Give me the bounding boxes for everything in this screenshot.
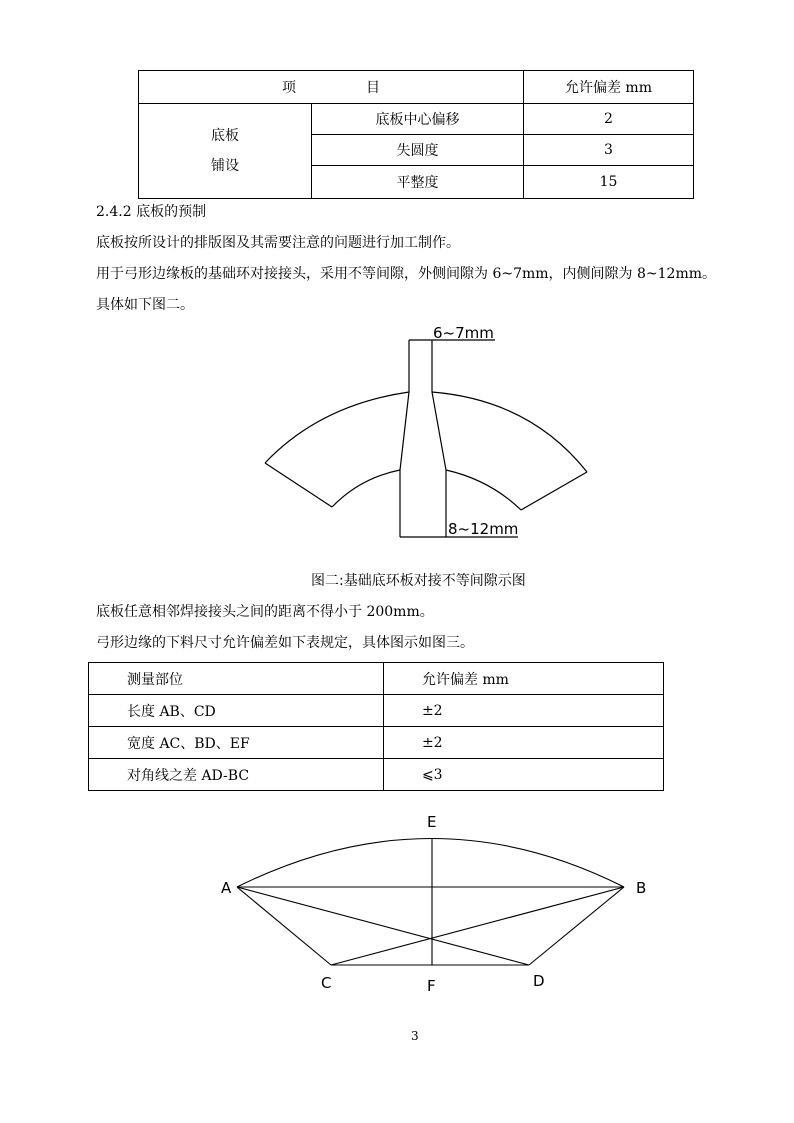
point-label-E: E bbox=[427, 813, 437, 831]
paragraph: 底板按所设计的排版图及其需要注意的问题进行加工制作。 bbox=[96, 235, 460, 251]
table2-row-part: 对角线之差 AD-BC bbox=[89, 759, 384, 791]
table1-header-item: 项 目 bbox=[139, 71, 524, 104]
end-line-right bbox=[521, 472, 587, 510]
table1-row-value: 2 bbox=[524, 104, 694, 135]
point-label-B: B bbox=[636, 879, 647, 897]
outer-arc-left bbox=[265, 392, 409, 463]
paragraph: 弓形边缘的下料尺寸允许偏差如下表规定，具体图示如图三。 bbox=[96, 635, 474, 651]
edge-BD bbox=[529, 887, 624, 965]
paragraph: 底板任意相邻焊接接头之间的距离不得小于 200mm。 bbox=[96, 604, 434, 620]
outer-arc-right bbox=[432, 392, 587, 472]
table2-row-tolerance: ±2 bbox=[383, 727, 663, 759]
end-line-left bbox=[265, 463, 332, 507]
table2-row-part: 长度 AB、CD bbox=[89, 695, 384, 727]
page-number: 3 bbox=[411, 1029, 419, 1043]
joint-right-edge bbox=[432, 340, 446, 537]
table2-row-part: 宽度 AC、BD、EF bbox=[89, 727, 384, 759]
group-label-line-1: 底板 bbox=[211, 128, 239, 144]
table1-row-value: 15 bbox=[524, 166, 694, 199]
table1-row-value: 3 bbox=[524, 135, 694, 166]
arc-AB bbox=[237, 839, 624, 888]
label-top-gap: 6~7mm bbox=[433, 324, 494, 342]
tolerance-table-2 bbox=[88, 662, 664, 791]
table2-row-tolerance: ±2 bbox=[383, 695, 663, 727]
diagonal-BC bbox=[331, 887, 624, 965]
inner-arc-right bbox=[446, 470, 521, 510]
figure3-diagram bbox=[0, 800, 794, 1010]
edge-AC bbox=[237, 887, 331, 965]
joint-left-edge bbox=[400, 340, 409, 537]
table2-row-tolerance: ⩽3 bbox=[383, 759, 663, 791]
paragraph: 具体如下图二。 bbox=[96, 297, 194, 313]
point-label-D: D bbox=[533, 972, 545, 990]
inner-arc-left bbox=[332, 470, 400, 507]
table2-header-part: 测量部位 bbox=[89, 663, 384, 695]
table1-header-tolerance: 允许偏差 mm bbox=[524, 71, 694, 104]
figure2-caption: 图二:基础底环板对接不等间隙示图 bbox=[311, 573, 526, 589]
point-label-F: F bbox=[427, 977, 436, 995]
table2-header-tolerance: 允许偏差 mm bbox=[383, 663, 663, 695]
point-label-C: C bbox=[321, 974, 332, 992]
diagonal-AD bbox=[237, 887, 529, 965]
table1-row-name: 失圆度 bbox=[312, 135, 524, 166]
table1-row-name: 底板中心偏移 bbox=[312, 104, 524, 135]
point-label-A: A bbox=[221, 879, 232, 897]
label-bottom-gap: 8~12mm bbox=[448, 520, 519, 538]
table1-row-name: 平整度 bbox=[312, 166, 524, 199]
paragraph: 用于弓形边缘板的基础环对接接头，采用不等间隙，外侧间隙为 6~7mm，内侧间隙为 8~12mm。 bbox=[96, 266, 716, 282]
section-heading: 2.4.2 底板的预制 bbox=[96, 204, 207, 220]
group-label-line-2: 铺设 bbox=[211, 158, 239, 174]
